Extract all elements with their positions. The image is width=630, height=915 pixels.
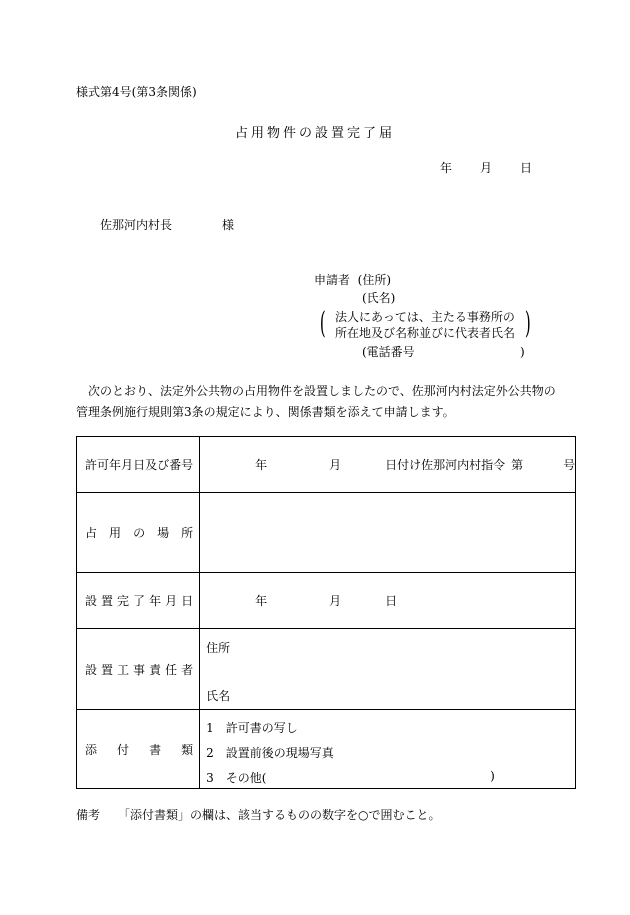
permit-go: 号 bbox=[563, 458, 576, 472]
body-line-1: 次のとおり、法定外公共物の占用物件を設置しましたので、佐那河内村法定外公共物の bbox=[88, 384, 556, 398]
table-row-place bbox=[77, 493, 576, 573]
applicant-address-label: (住所) bbox=[357, 273, 392, 287]
attachment-item-1: 1 許可書の写し bbox=[206, 721, 298, 735]
label-char: 月 bbox=[165, 594, 178, 608]
table-row-attachments bbox=[77, 710, 576, 789]
right-paren: ) bbox=[525, 306, 532, 341]
permit-year: 年 bbox=[255, 458, 268, 472]
report-table bbox=[76, 436, 576, 789]
label-char: 置 bbox=[101, 662, 114, 677]
applicant-address bbox=[314, 274, 391, 286]
completion-label-chars bbox=[77, 592, 199, 609]
manager-address-label: 住所 bbox=[206, 641, 231, 655]
label-char: 日 bbox=[181, 594, 194, 608]
corporate-note-line2: 所在地及び名称並びに代表者氏名 bbox=[335, 326, 516, 340]
manager-label-chars bbox=[77, 661, 199, 678]
label-char: 日 bbox=[133, 458, 146, 472]
remarks-title: 備考 bbox=[76, 808, 101, 822]
attachment-item-3-close: ) bbox=[490, 769, 495, 783]
label-char: 了 bbox=[133, 594, 146, 608]
label-char: 用 bbox=[109, 526, 122, 540]
attachment-item-2: 2 設置前後の現場写真 bbox=[206, 746, 334, 760]
document-title: 占用物件の設置完了届 bbox=[234, 126, 395, 141]
completion-year: 年 bbox=[255, 594, 268, 608]
label-char: 場 bbox=[157, 526, 170, 540]
permit-month: 月 bbox=[329, 458, 342, 472]
place-value[interactable] bbox=[200, 493, 576, 573]
manager-value[interactable] bbox=[200, 629, 576, 710]
label-char: 月 bbox=[121, 458, 134, 472]
manager-name-label: 氏名 bbox=[206, 689, 231, 703]
label-char: 番 bbox=[169, 458, 182, 472]
remarks-text: 「添付書類」の欄は、該当するものの数字を○で囲むこと。 bbox=[118, 808, 441, 822]
label-char: 添 bbox=[85, 742, 98, 757]
remarks bbox=[76, 809, 441, 821]
label-char: 所 bbox=[181, 526, 194, 540]
label-char: 可 bbox=[97, 458, 110, 472]
label-char: 類 bbox=[181, 742, 194, 757]
permit-dai: 第 bbox=[511, 458, 524, 472]
addressee-name: 佐那河内村長 bbox=[100, 218, 173, 232]
addressee-honorific: 様 bbox=[222, 218, 235, 232]
label-char: 許 bbox=[85, 458, 98, 472]
permit-label-chars bbox=[77, 456, 199, 473]
label-char: 号 bbox=[181, 458, 194, 472]
completion-day: 日 bbox=[385, 594, 398, 608]
label-char: 占 bbox=[85, 526, 98, 540]
completion-value[interactable] bbox=[200, 573, 576, 629]
left-paren: ( bbox=[319, 306, 326, 341]
submission-date bbox=[440, 162, 532, 174]
completion-label bbox=[77, 573, 200, 629]
place-label-chars bbox=[77, 524, 199, 541]
body-text bbox=[76, 381, 556, 423]
completion-month: 月 bbox=[329, 594, 342, 608]
attachments-value[interactable] bbox=[200, 710, 576, 789]
form-number: 様式第4号(第3条関係) bbox=[76, 85, 197, 99]
table-row-completion bbox=[77, 573, 576, 629]
addressee bbox=[100, 219, 234, 231]
permit-day-text: 日付け佐那河内村指令 bbox=[385, 458, 506, 472]
attachments-label-chars bbox=[77, 741, 199, 758]
label-char: 者 bbox=[181, 662, 194, 677]
label-char: 任 bbox=[165, 662, 178, 677]
label-char: 付 bbox=[117, 742, 130, 757]
applicant-label: 申請者 bbox=[314, 273, 351, 287]
place-label bbox=[77, 493, 200, 573]
label-char: び bbox=[157, 458, 170, 472]
label-char: 責 bbox=[149, 662, 162, 677]
corporate-note-line1: 法人にあっては、主たる事務所の bbox=[335, 310, 515, 324]
attachments-label bbox=[77, 710, 200, 789]
manager-label bbox=[77, 629, 200, 710]
label-char: 及 bbox=[145, 458, 158, 472]
label-char: 設 bbox=[85, 662, 98, 677]
applicant-tel bbox=[362, 345, 525, 359]
tel-close: ) bbox=[520, 345, 525, 359]
label-char: 年 bbox=[109, 458, 122, 472]
permit-value[interactable] bbox=[200, 437, 576, 493]
date-month: 月 bbox=[480, 161, 493, 175]
body-line-2: 管理条例施行規則第3条の規定により、関係書類を添えて申請します。 bbox=[76, 405, 455, 419]
applicant-name-label: (氏名) bbox=[362, 291, 396, 305]
label-char: 設 bbox=[85, 594, 98, 608]
table-row-permit bbox=[77, 437, 576, 493]
date-year: 年 bbox=[440, 161, 453, 175]
date-day: 日 bbox=[520, 161, 533, 175]
label-char: 完 bbox=[117, 594, 130, 608]
table-row-manager bbox=[77, 629, 576, 710]
permit-label bbox=[77, 437, 200, 493]
tel-label: (電話番号 bbox=[362, 345, 415, 359]
label-char: 年 bbox=[149, 594, 162, 608]
label-char: 置 bbox=[101, 594, 114, 608]
corporate-note bbox=[319, 306, 532, 341]
label-char: 工 bbox=[117, 662, 130, 677]
label-char: 書 bbox=[149, 742, 162, 757]
attachment-item-3: 3 その他( bbox=[206, 771, 267, 785]
label-char: 事 bbox=[133, 662, 146, 677]
label-char: の bbox=[133, 526, 146, 540]
